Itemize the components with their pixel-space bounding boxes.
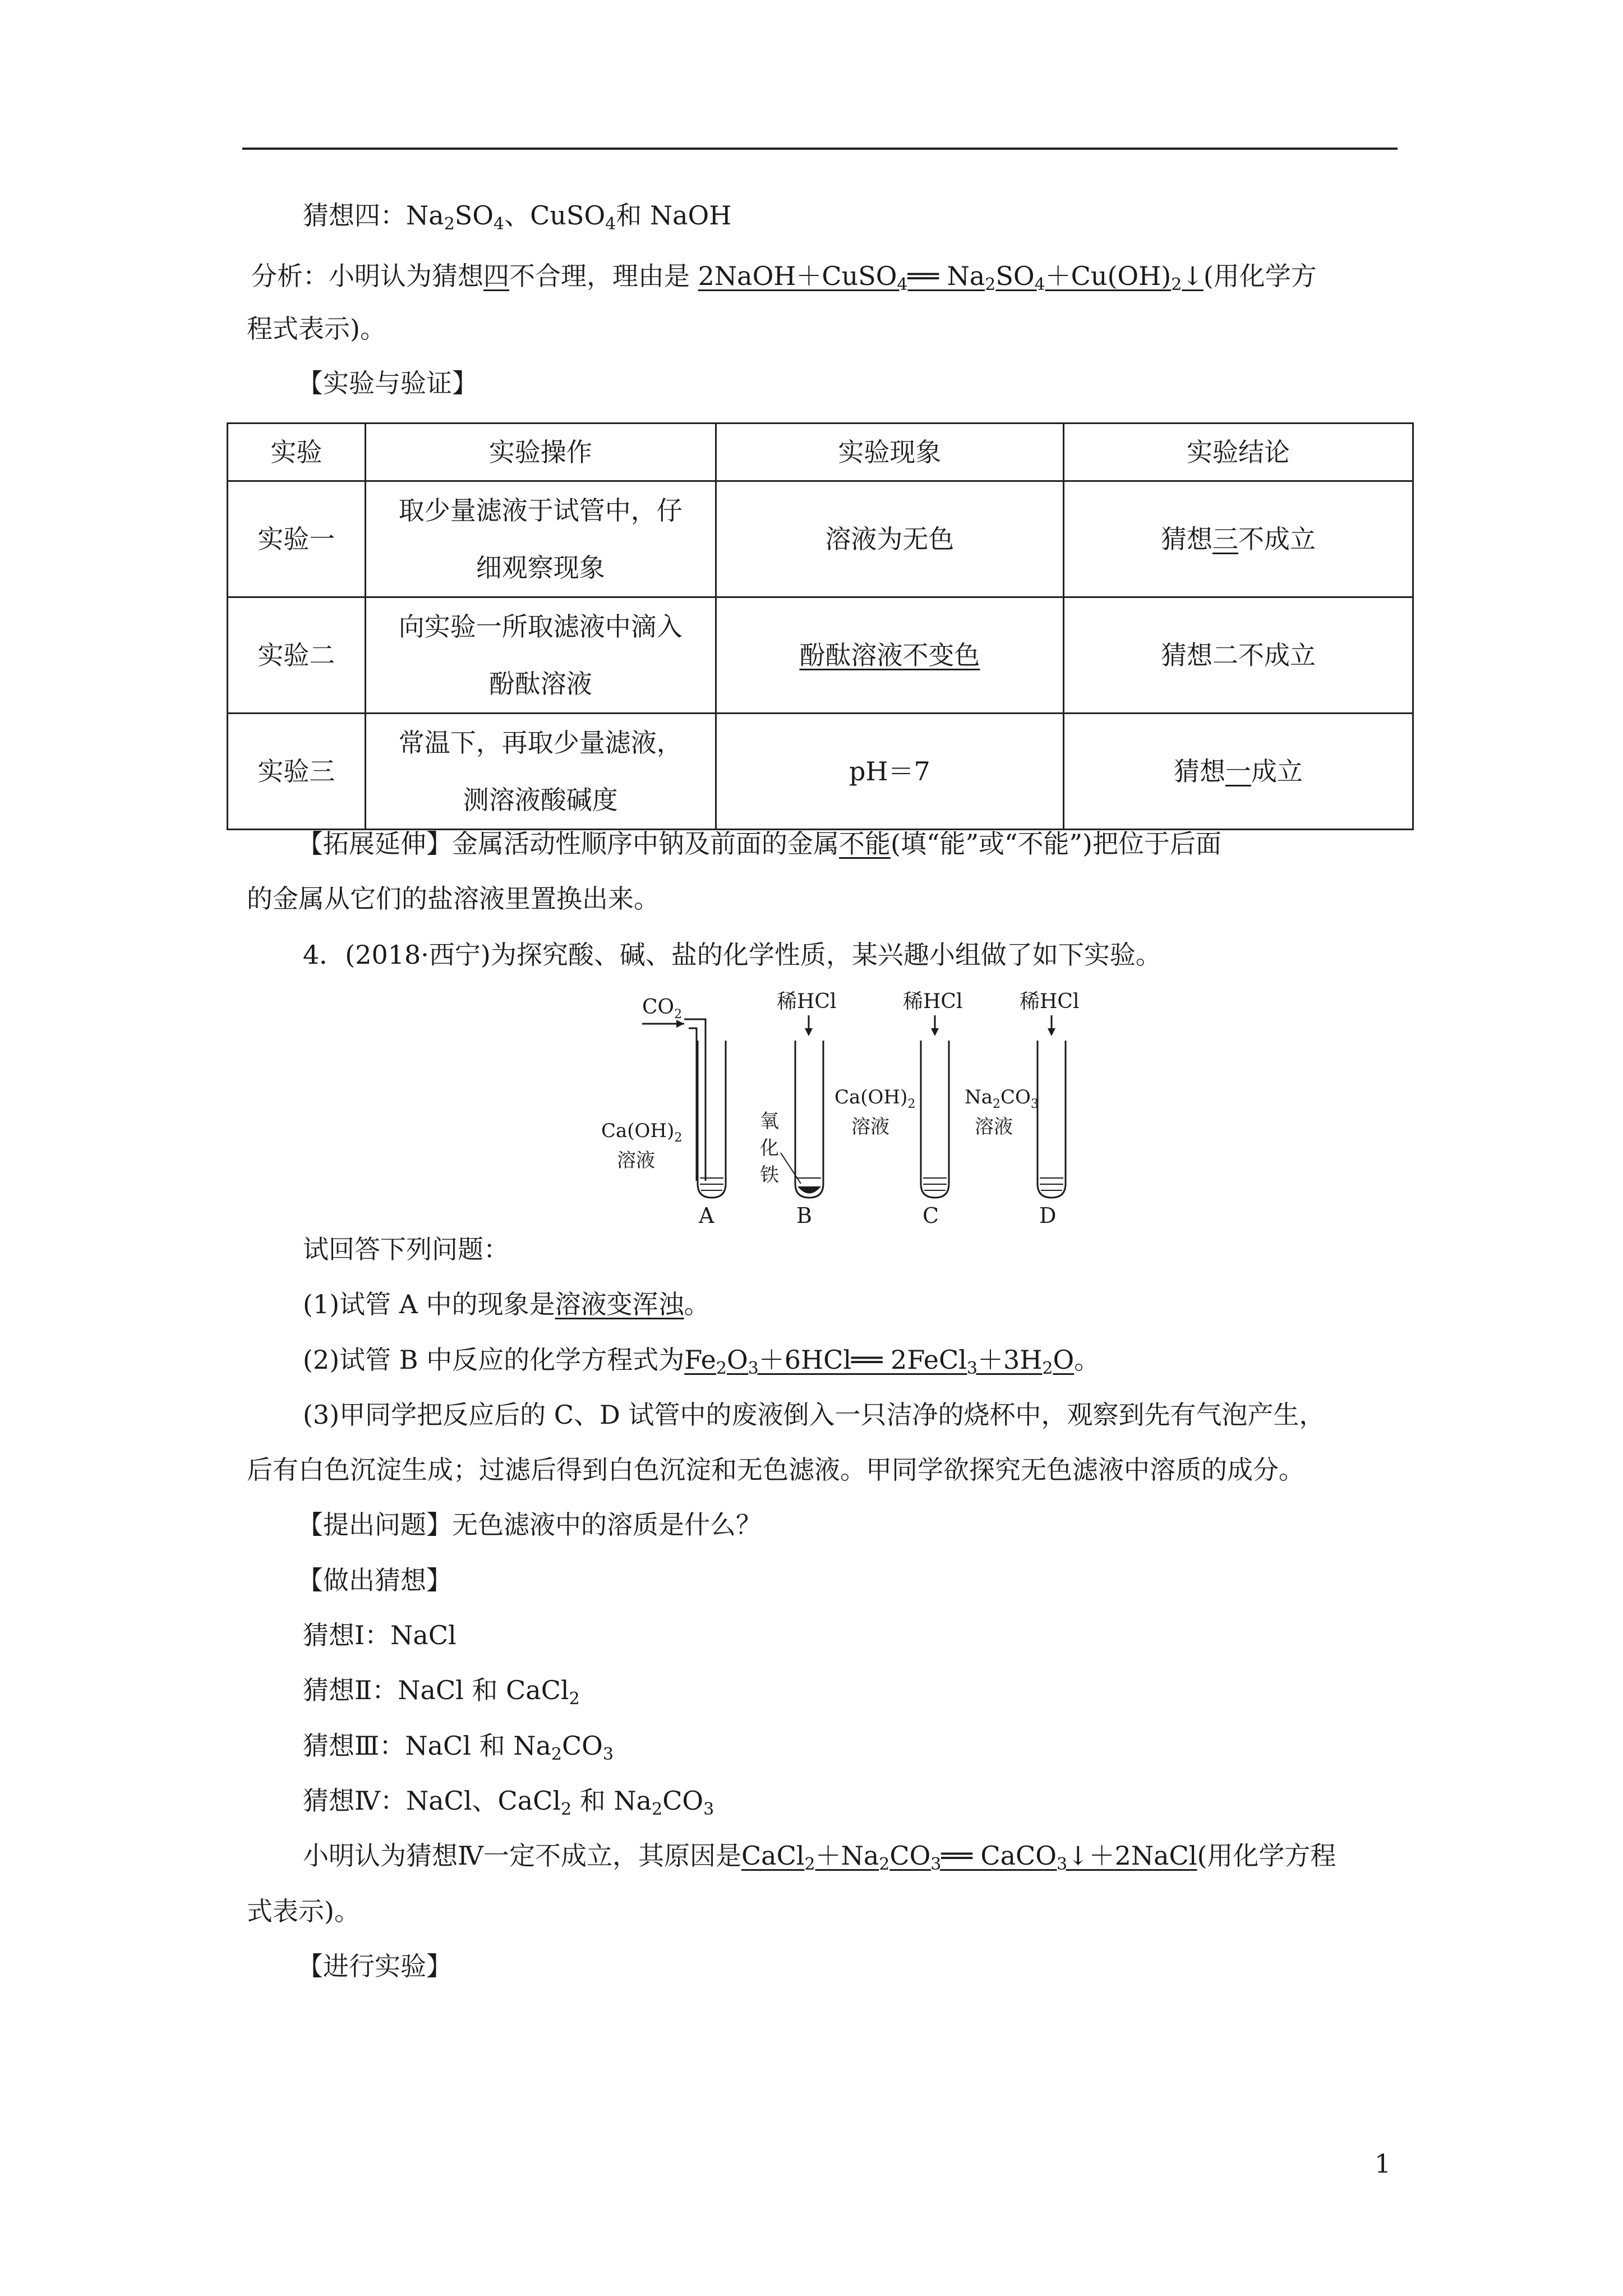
reason-equation: $CaCl_2+Na_2CO_3══$ CaCO$_3$↓＋2NaCl bbox=[741, 1841, 1197, 1874]
part-1: (1)试管 A 中的现象是溶液变浑浊。 bbox=[303, 1289, 710, 1319]
answer-prompt: 试回答下列问题： bbox=[303, 1234, 509, 1264]
svg-text:溶液: 溶液 bbox=[617, 1149, 655, 1172]
svg-text:氧: 氧 bbox=[760, 1110, 779, 1133]
table-row bbox=[228, 481, 1413, 597]
analysis-equation: 2NaOH＋CuSO$_4$══ $Na_2SO_4+Cu(OH)_2↓$ bbox=[698, 261, 1204, 295]
tube-d bbox=[965, 990, 1079, 1226]
part-3-line2: 后有白色沉淀生成；过滤后得到白色沉淀和无色滤液。甲同学欲探究无色滤液中溶质的成分。 bbox=[247, 1455, 1304, 1485]
svg-text:C: C bbox=[923, 1203, 939, 1226]
svg-text:Ca(OH)2: $Ca(OH)_2$ bbox=[601, 1120, 683, 1145]
table-row bbox=[228, 597, 1413, 714]
experiment-phenomenon: 溶液为无色 bbox=[716, 481, 1063, 597]
analysis-line2: 程式表示)。 bbox=[247, 314, 386, 344]
svg-text:A: A bbox=[699, 1203, 714, 1226]
part-1-answer: 溶液变浑浊 bbox=[555, 1289, 684, 1319]
guess-four: 猜想四：$Na_2SO_4$、CuSO$_4$和 NaOH bbox=[303, 200, 732, 234]
experiment-table bbox=[227, 422, 1414, 830]
tube-a bbox=[601, 996, 726, 1226]
experiment-phenomenon: 酚酞溶液不变色 bbox=[716, 597, 1063, 714]
experiment-conclusion: 猜想一成立 bbox=[1063, 714, 1413, 830]
reason-line2: 式表示)。 bbox=[247, 1896, 360, 1926]
hypothesis-2: 猜想Ⅱ：NaCl 和 CaCl$_2$ bbox=[303, 1675, 580, 1709]
reason-line1: 小明认为猜想Ⅳ一定不成立，其原因是$CaCl_2+Na_2CO_3══$ CaCO$_3$↓＋2NaCl(用化学方程 bbox=[303, 1841, 1336, 1874]
experiment-phenomenon: pH＝7 bbox=[716, 714, 1063, 830]
page-number: 1 bbox=[1375, 2148, 1391, 2179]
co2-label: $CO_2$ bbox=[642, 996, 683, 1022]
analysis-line1: 分析：小明认为猜想四不合理，理由是 2NaOH＋CuSO$_4$══ $Na_2SO_4+Cu(OH)_2↓$(用化学方 bbox=[251, 261, 1317, 295]
hypothesis-3: 猜想Ⅲ：NaCl 和 $Na_2CO_3$ bbox=[303, 1731, 614, 1764]
section-verify: 【实验与验证】 bbox=[297, 368, 478, 398]
part-2-equation: $Fe_2O_3+6HCl══$ $2FeCl_3+3H_2O$ bbox=[684, 1345, 1075, 1378]
experiment-conclusion: 猜想三不成立 bbox=[1063, 481, 1413, 597]
question-4-intro: 4．(2018·西宁)为探究酸、碱、盐的化学性质，某兴趣小组做了如下实验。 bbox=[303, 940, 1161, 970]
test-tube-figure bbox=[600, 984, 1105, 1228]
svg-text:B: B bbox=[796, 1203, 812, 1226]
table-header: 实验操作 bbox=[365, 424, 716, 481]
experiment-name: 实验二 bbox=[228, 597, 366, 714]
analysis-answer: 四 bbox=[483, 261, 509, 291]
svg-text:Na2CO3: $Na_2CO_3$ bbox=[965, 1086, 1039, 1111]
table-header-row bbox=[228, 424, 1413, 481]
experiment-operation: 常温下，再取少量滤液， 测溶液酸碱度 bbox=[365, 714, 716, 830]
extension-line2: 的金属从它们的盐溶液里置换出来。 bbox=[247, 884, 660, 914]
hypothesis-heading: 【做出猜想】 bbox=[297, 1565, 452, 1595]
extension-answer: 不能 bbox=[839, 829, 891, 859]
hypothesis-4: 猜想Ⅳ：NaCl、CaCl$_2$ 和 $Na_2CO_3$ bbox=[303, 1786, 714, 1819]
extension-line1: 【拓展延伸】金属活动性顺序中钠及前面的金属不能(填“能”或“不能”)把位于后面 bbox=[297, 829, 1221, 859]
svg-text:稀HCl: 稀HCl bbox=[777, 990, 837, 1013]
experiment-operation: 取少量滤液于试管中，仔 细观察现象 bbox=[365, 481, 716, 597]
table-row bbox=[228, 714, 1413, 830]
experiment-conclusion: 猜想二不成立 bbox=[1063, 597, 1413, 714]
table-header: 实验现象 bbox=[716, 424, 1063, 481]
table-header: 实验结论 bbox=[1063, 424, 1413, 481]
svg-text:溶液: 溶液 bbox=[851, 1116, 889, 1138]
header-rule bbox=[242, 148, 1398, 150]
svg-text:铁: 铁 bbox=[760, 1164, 779, 1186]
svg-text:化: 化 bbox=[760, 1137, 779, 1159]
experiment-heading: 【进行实验】 bbox=[297, 1951, 452, 1981]
svg-text:D: D bbox=[1039, 1203, 1057, 1226]
question-heading: 【提出问题】无色滤液中的溶质是什么？ bbox=[297, 1510, 762, 1540]
table-header: 实验 bbox=[228, 424, 366, 481]
experiment-name: 实验一 bbox=[228, 481, 366, 597]
experiment-operation: 向实验一所取滤液中滴入 酚酞溶液 bbox=[365, 597, 716, 714]
svg-text:溶液: 溶液 bbox=[975, 1116, 1013, 1138]
svg-text:Ca(OH)2: $Ca(OH)_2$ bbox=[834, 1086, 916, 1111]
part-2: (2)试管 B 中反应的化学方程式为$Fe_2O_3+6HCl══$ $2FeCl_3+3H_2O$。 bbox=[303, 1345, 1100, 1378]
hypothesis-1: 猜想Ⅰ：NaCl bbox=[303, 1620, 457, 1650]
svg-text:稀HCl: 稀HCl bbox=[1020, 990, 1080, 1013]
svg-text:稀HCl: 稀HCl bbox=[903, 990, 963, 1013]
tube-b bbox=[760, 990, 836, 1226]
tube-c bbox=[834, 990, 962, 1226]
part-3-line1: (3)甲同学把反应后的 C、D 试管中的废液倒入一只洁净的烧杯中，观察到先有气泡产生， bbox=[303, 1400, 1325, 1430]
experiment-name: 实验三 bbox=[228, 714, 366, 830]
